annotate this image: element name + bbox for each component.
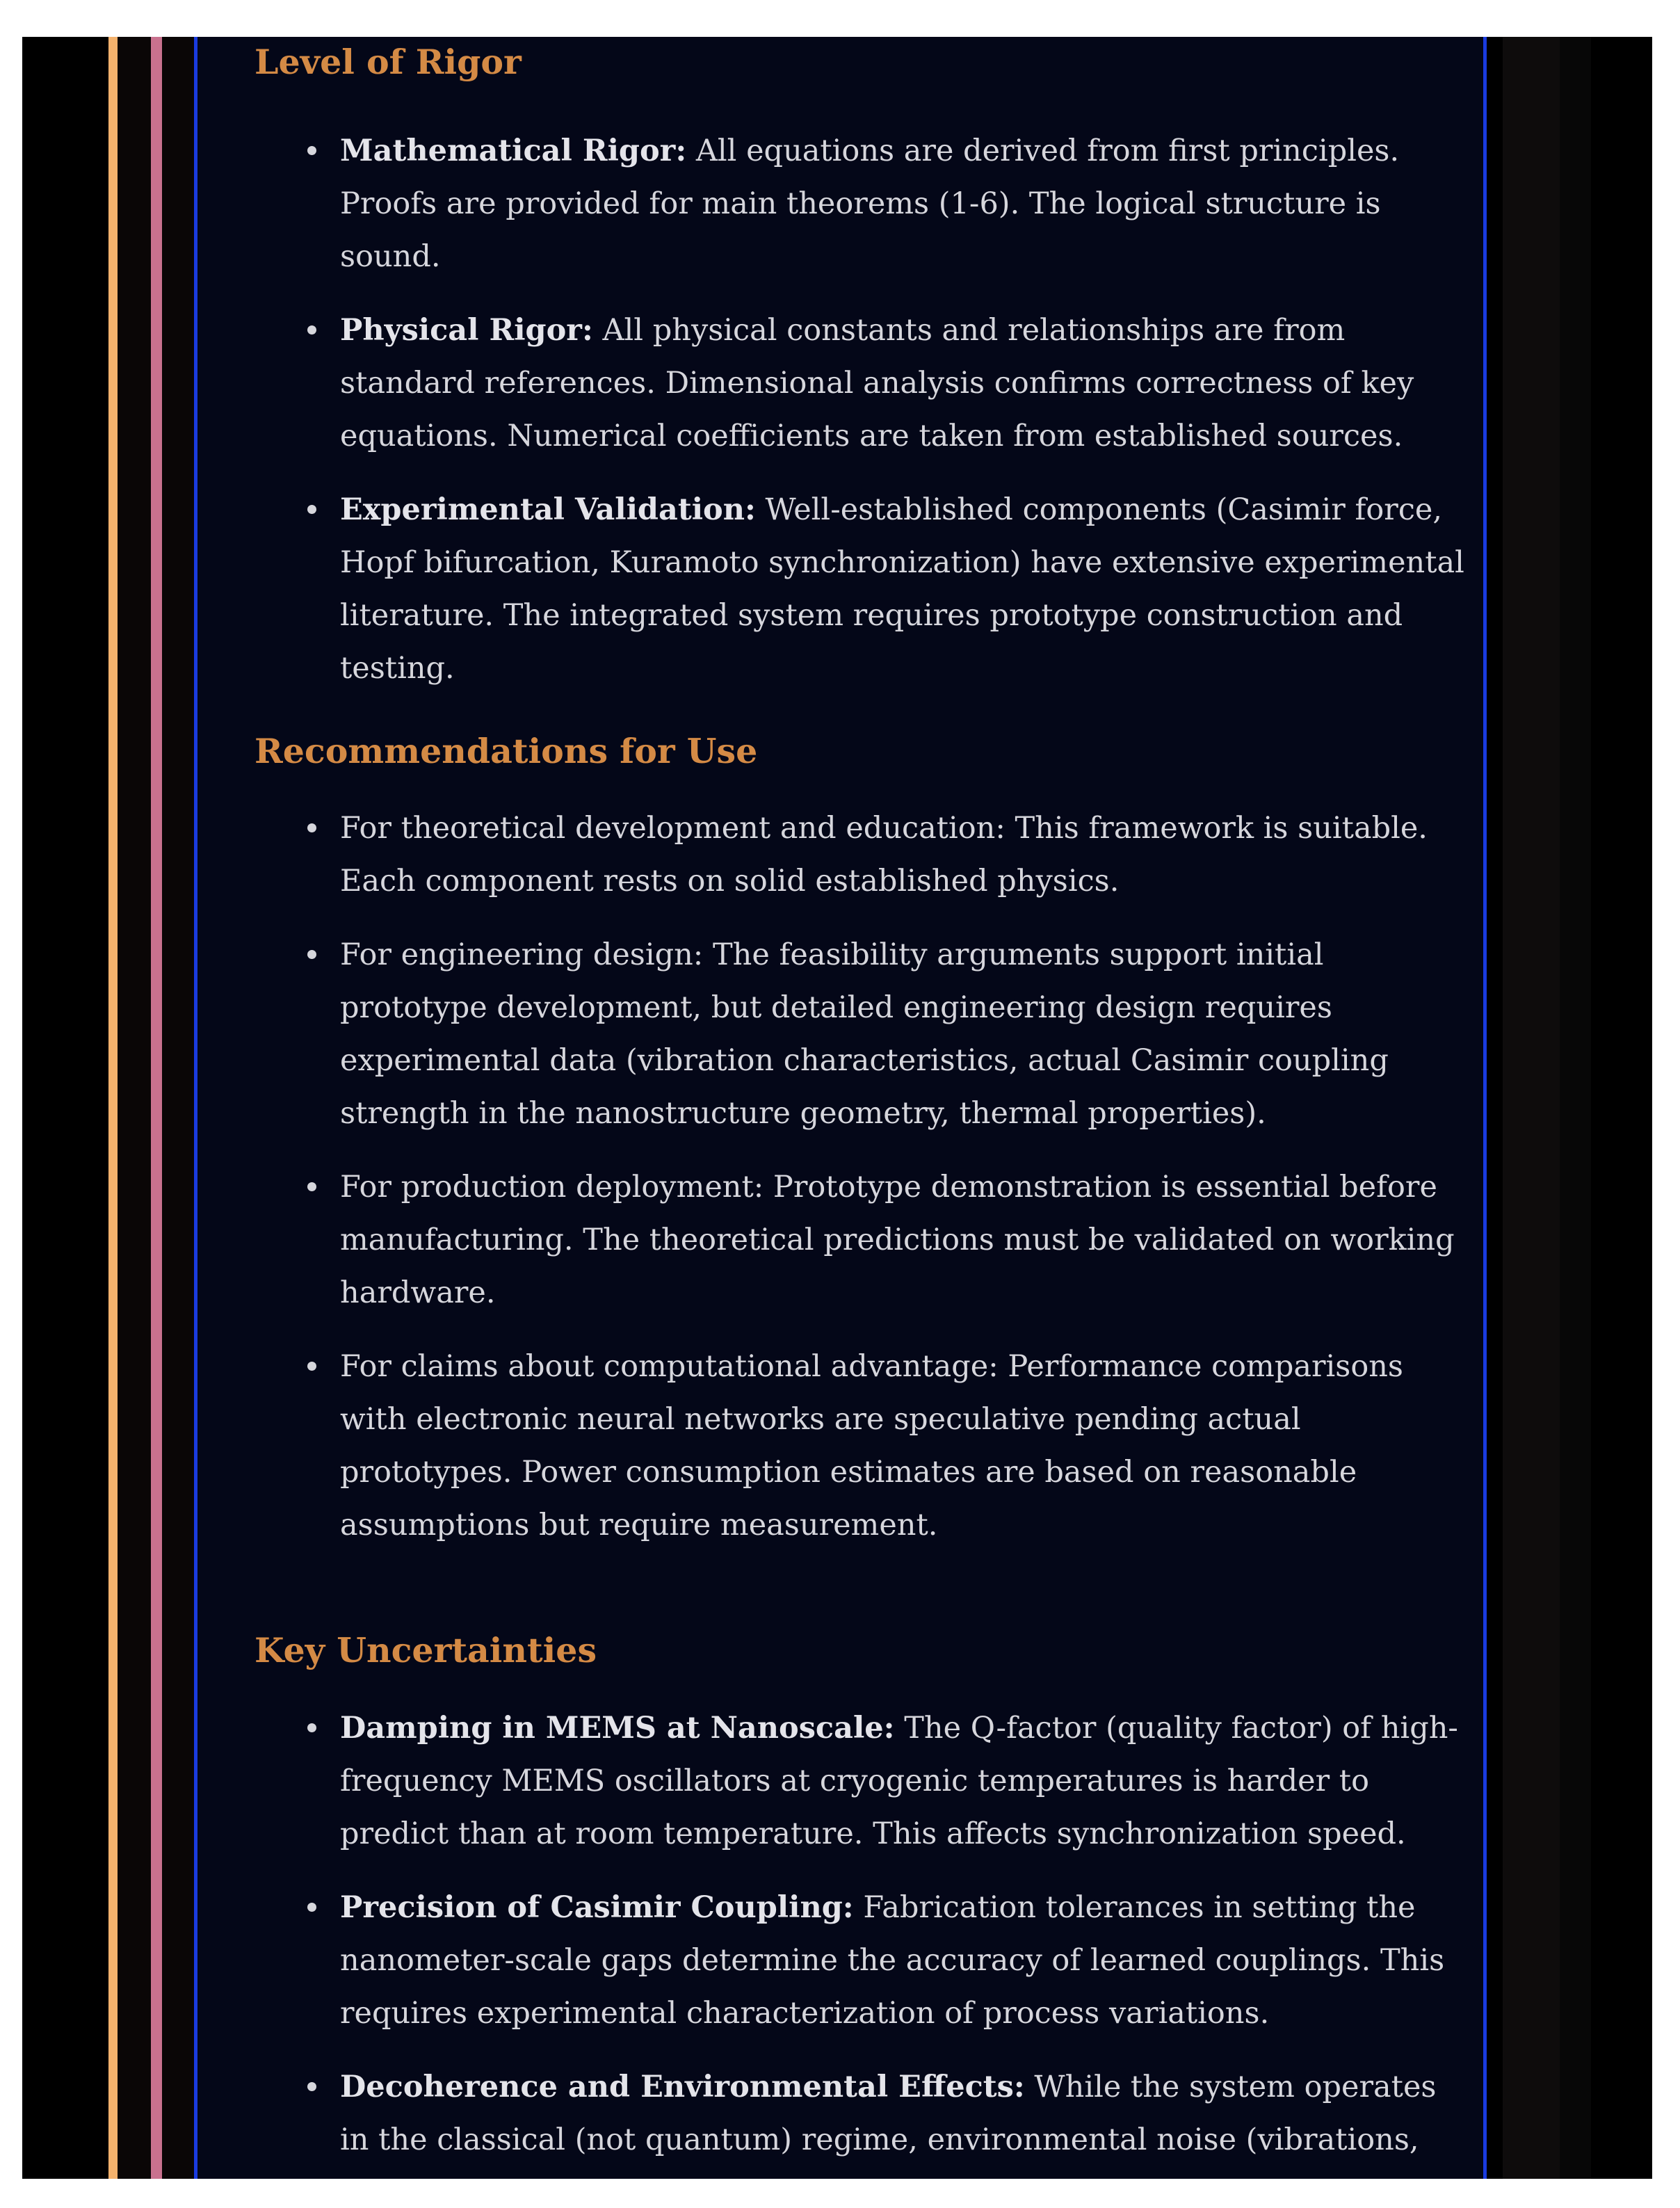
list-item xyxy=(255,2061,1464,2166)
list-recommendations xyxy=(255,802,1464,1572)
section-heading-key-uncertainties: Key Uncertainties xyxy=(255,1630,597,1670)
content-panel xyxy=(194,37,1487,2179)
right-shade-band xyxy=(1503,37,1560,2179)
list-key-uncertainties xyxy=(255,1702,1464,2179)
item-text: For production deployment: Prototype demonstration is essential before manufacturing. The theoretical predictions must be validated on working hardware. xyxy=(340,1170,1455,1310)
item-title: Damping in MEMS at Nanoscale: xyxy=(340,1711,895,1746)
item-title: Mathematical Rigor: xyxy=(340,134,687,168)
list-item xyxy=(255,928,1464,1140)
list-level-of-rigor xyxy=(255,124,1464,716)
item-title: Precision of Casimir Coupling: xyxy=(340,1890,854,1925)
list-item xyxy=(255,483,1464,695)
item-text: Well-established components (Casimir force, Hopf bifurcation, Kuramoto synchronization) have extensive experimental literature. The integrated system requires prototype construction and testing. xyxy=(340,492,1464,686)
list-item xyxy=(255,124,1464,283)
list-item xyxy=(255,802,1464,908)
right-shade-band-outer xyxy=(1560,37,1591,2179)
left-accent-stripe-orange xyxy=(108,37,118,2179)
list-item xyxy=(255,304,1464,462)
item-text: All equations are derived from first principles. Proofs are provided for main theorems (1-6). The logical structure is sound. xyxy=(340,134,1400,274)
item-text: Fabrication tolerances in setting the nanometer-scale gaps determine the accuracy of learned couplings. This requires experimental characterization of process variations. xyxy=(340,1890,1445,2031)
list-item xyxy=(255,1340,1464,1552)
item-title: Physical Rigor: xyxy=(340,313,593,348)
item-text: While the system operates in the classical (not quantum) regime, environmental noise (vibrations, xyxy=(340,2070,1437,2157)
list-item xyxy=(255,1702,1464,1860)
item-text: For theoretical development and education: This framework is suitable. Each component rests on solid established physics. xyxy=(340,811,1428,898)
left-accent-stripe-pink xyxy=(151,37,162,2179)
list-item xyxy=(255,1881,1464,2040)
item-text: All physical constants and relationships are from standard references. Dimensional analysis confirms correctness of key equations. Numerical coefficients are taken from established sources. xyxy=(340,313,1414,453)
page-frame xyxy=(22,37,1652,2179)
item-title: Experimental Validation: xyxy=(340,492,756,527)
item-title: Decoherence and Environmental Effects: xyxy=(340,2070,1025,2104)
list-item xyxy=(255,1161,1464,1319)
item-text: For engineering design: The feasibility arguments support initial prototype development, but detailed engineering design requires experimental data (vibration characteristics, actual Casimir coupling strength in the nanostructure geometry, thermal properties). xyxy=(340,937,1389,1131)
item-text: The Q-factor (quality factor) of high-frequency MEMS oscillators at cryogenic temperatures is harder to predict than at room temperature. This affects synchronization speed. xyxy=(340,1711,1458,1851)
section-heading-recommendations: Recommendations for Use xyxy=(255,731,758,771)
section-heading-level-of-rigor: Level of Rigor xyxy=(255,42,522,82)
item-text: For claims about computational advantage: Performance comparisons with electronic neural networks are speculative pending actual prototypes. Power consumption estimates are based on reasonable assumptions but require measurement. xyxy=(340,1349,1403,1542)
